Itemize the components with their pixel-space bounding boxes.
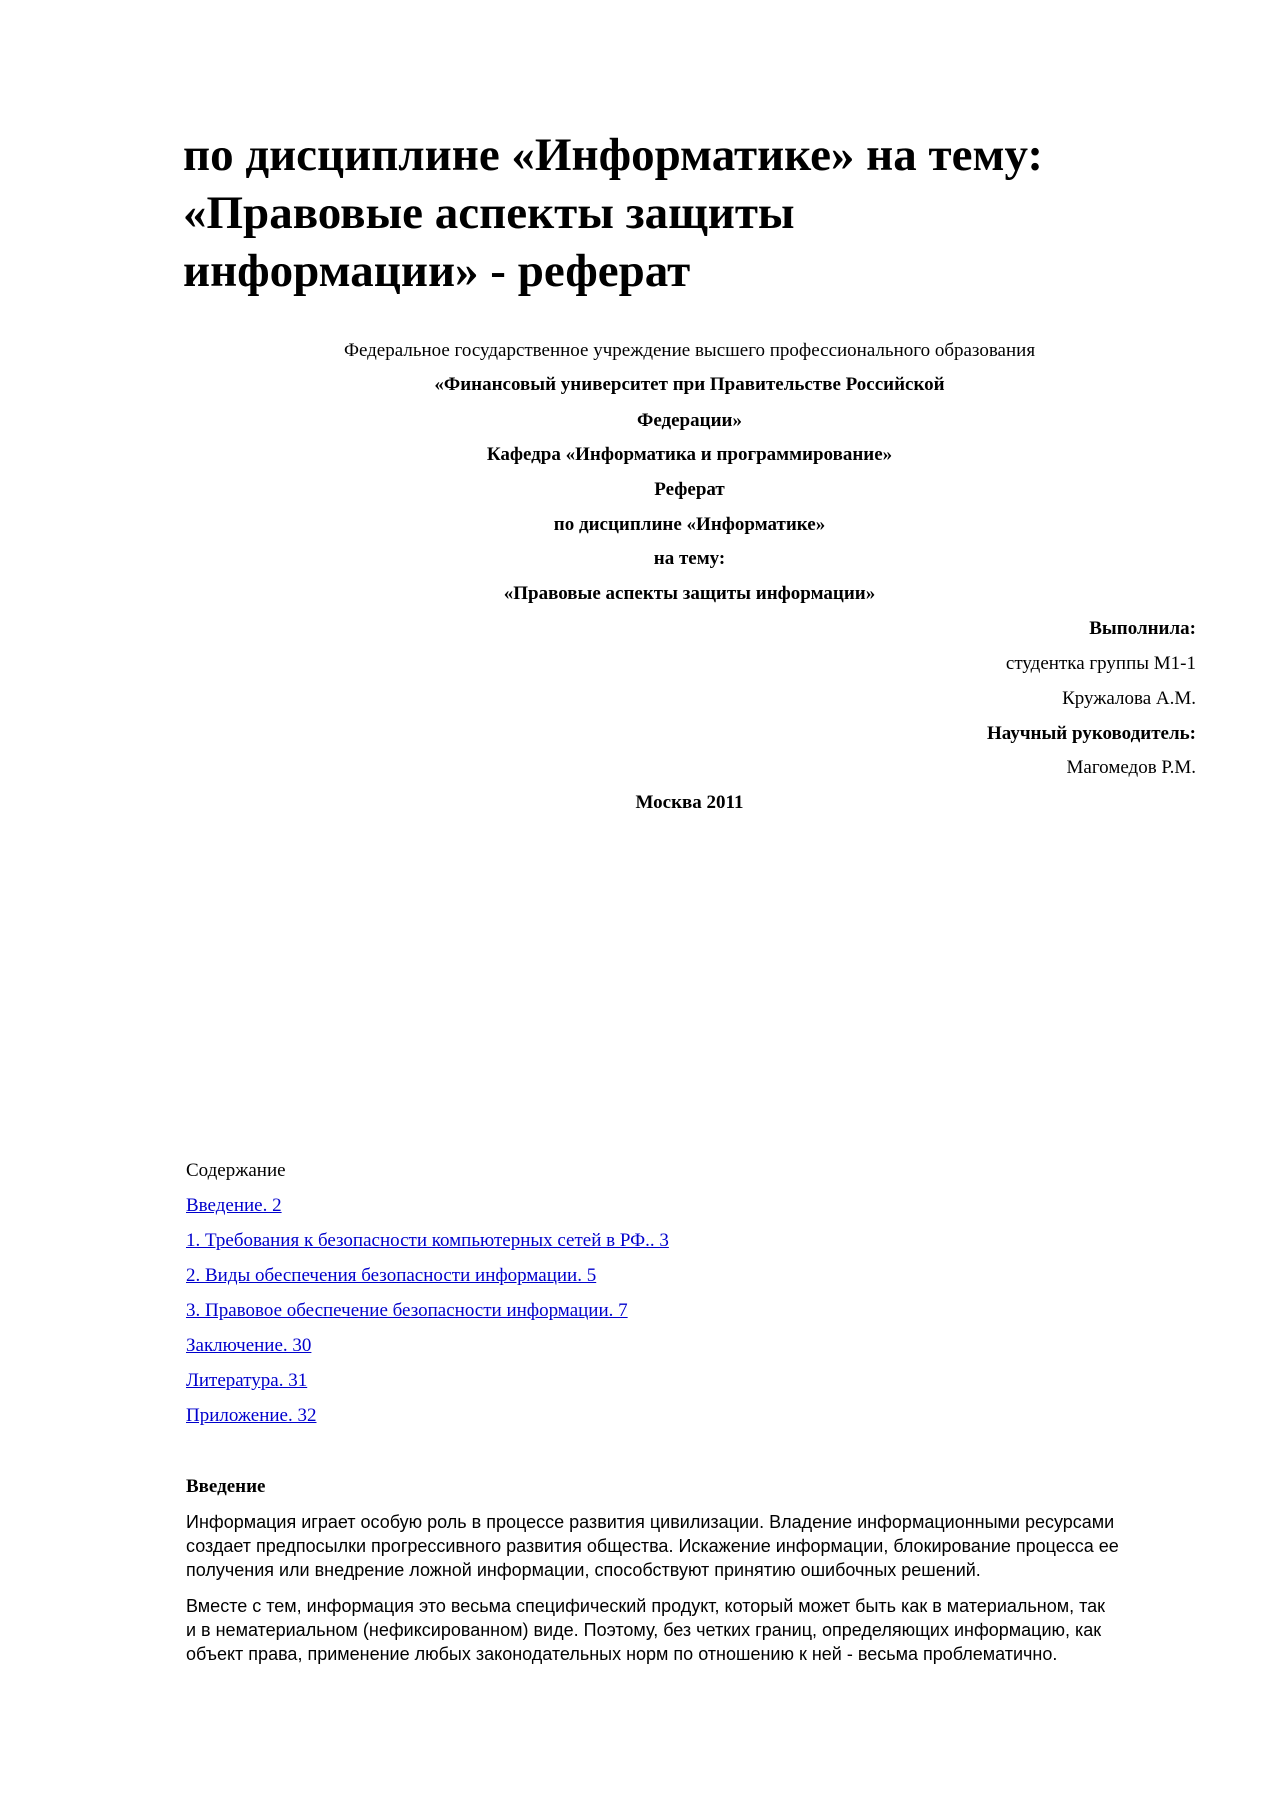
topic: «Правовые аспекты защиты информации» (503, 583, 876, 604)
page-title-line: информации» - реферат (183, 245, 691, 297)
page-title (183, 126, 1163, 300)
paragraph-line: объект права, применение любых законодательных норм по отношению к ней - весьма проблематично. (186, 1644, 1058, 1664)
doc-type: Реферат (654, 479, 725, 500)
topic-intro: на тему: (653, 548, 726, 569)
toc-link-section-1[interactable]: 1. Требования к безопасности компьютерных сетей в РФ.. 3 (186, 1230, 669, 1251)
student-name: Кружалова А.М. (1062, 688, 1196, 709)
department: Кафедра «Информатика и программирование» (486, 444, 893, 465)
intro-heading: Введение (186, 1476, 266, 1497)
toc-link-section-3[interactable]: 3. Правовое обеспечение безопасности информации. 7 (186, 1300, 628, 1321)
toc-link-conclusion[interactable]: Заключение. 30 (186, 1335, 312, 1356)
institution-type: Федеральное государственное учреждение высшего профессионального образования (343, 340, 1036, 361)
performed-label: Выполнила: (1089, 618, 1196, 639)
advisor-name: Магомедов Р.М. (1066, 757, 1196, 778)
city-year: Москва 2011 (635, 792, 744, 813)
toc-link-appendix[interactable]: Приложение. 32 (186, 1405, 317, 1426)
toc-link-section-2[interactable]: 2. Виды обеспечения безопасности информации. 5 (186, 1265, 597, 1286)
paragraph-line: и в нематериальном (нефиксированном) виде. Поэтому, без четких границ, определяющих информацию, как (186, 1620, 1102, 1640)
paragraph-line: Информация играет особую роль в процессе развития цивилизации. Владение информационными ресурсами (186, 1512, 1115, 1532)
page-title-line: «Правовые аспекты защиты (183, 187, 795, 239)
paragraph-line: создает предпосылки прогрессивного развития общества. Искажение информации, блокирование процесса ее (186, 1536, 1119, 1556)
university-name-line2: Федерации» (637, 410, 742, 431)
paragraph-line: получения или внедрение ложной информации, способствуют принятию ошибочных решений. (186, 1560, 981, 1580)
toc-title: Содержание (186, 1160, 286, 1181)
intro-paragraph-2 (186, 1594, 1196, 1666)
student-group: студентка группы М1-1 (1005, 653, 1196, 674)
discipline: по дисциплине «Информатике» (553, 514, 826, 535)
university-name-line1: «Финансовый университет при Правительстве Российской (434, 374, 945, 395)
toc-link-introduction[interactable]: Введение. 2 (186, 1195, 282, 1216)
advisor-label: Научный руководитель: (987, 723, 1196, 744)
page-title-line: по дисциплине «Информатике» на тему: (183, 129, 1043, 181)
paragraph-line: Вместе с тем, информация это весьма специфический продукт, который может быть как в материальном, так (186, 1596, 1106, 1616)
intro-paragraph-1 (186, 1510, 1196, 1582)
toc-link-literature[interactable]: Литература. 31 (186, 1370, 308, 1391)
